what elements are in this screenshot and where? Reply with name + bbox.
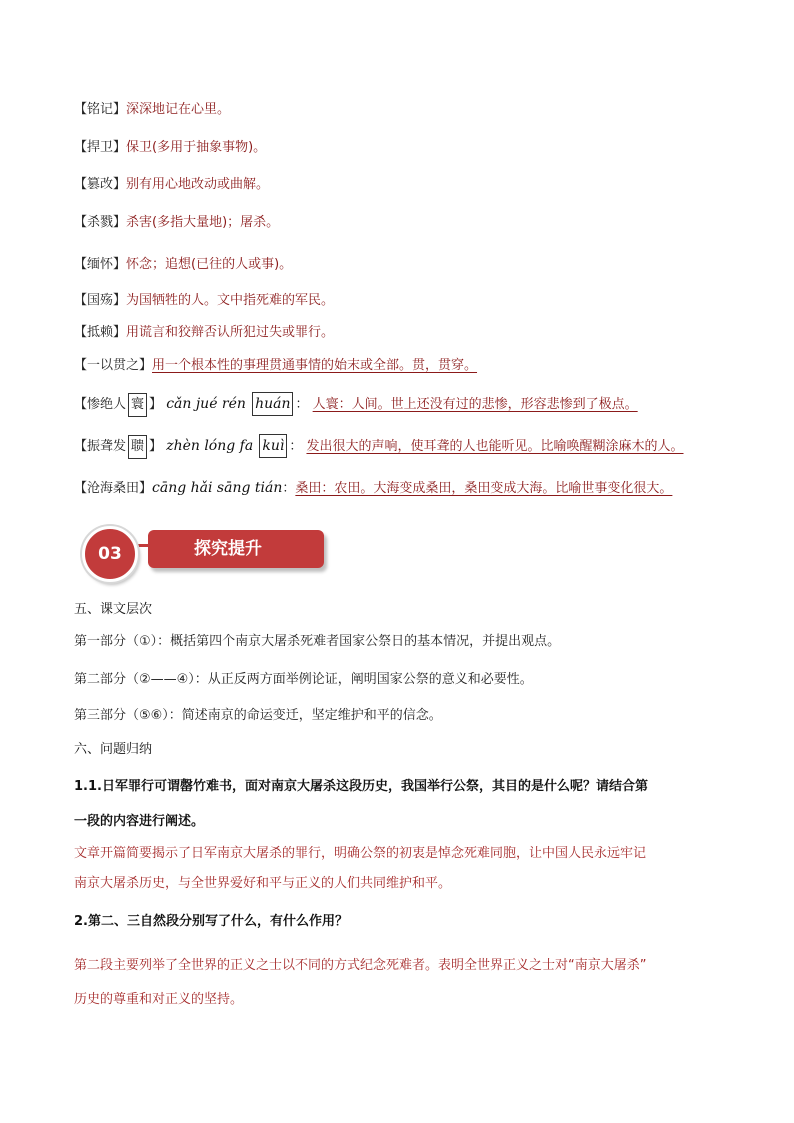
idiom-colon: ： (282, 481, 296, 496)
answer-text: 南京大屠杀历史，与全世界爱好和平与正义的人们共同维护和平。 (74, 876, 452, 891)
question-text: 一段的内容进行阐述。 (74, 814, 205, 829)
idiom-colon: ： (295, 397, 309, 412)
idiom-pinyin: cāng hǎi sāng tián (152, 480, 283, 496)
idiom-term: 【沧海桑田】 (74, 481, 153, 496)
section-heading: 六、问题归纳 (74, 742, 153, 757)
idiom-term-suffix: 】 (149, 439, 163, 454)
vocab-def: 别有用心地改动或曲解。 (126, 177, 270, 192)
vocab-item (74, 138, 266, 158)
boxed-character: 寰 (128, 393, 147, 417)
section-title: 探究提升 (148, 530, 324, 568)
boxed-pinyin: huán (252, 392, 293, 416)
vocab-term: 【一以贯之】 (74, 358, 153, 373)
vocab-item (74, 255, 292, 275)
vocab-term: 【缅怀】 (74, 257, 127, 272)
vocab-term: 【捍卫】 (74, 140, 127, 155)
idiom-pinyin: zhèn lóng fa (166, 438, 254, 454)
vocab-item (74, 213, 279, 233)
section-number-badge: 03 (82, 526, 138, 582)
structure-part: 第三部分（⑤⑥）：简述南京的命运变迁，坚定维护和平的信念。 (74, 708, 442, 723)
vocab-def: 保卫(多用于抽象事物)。 (126, 140, 267, 155)
boxed-character: 聩 (128, 435, 147, 459)
vocab-item (74, 175, 269, 195)
vocab-term: 【铭记】 (74, 102, 127, 117)
idiom-pinyin: cǎn jué rén (166, 396, 246, 412)
vocab-item (74, 323, 334, 343)
structure-part: 第二部分（②——④）：从正反两方面举例论证，阐明国家公祭的意义和必要性。 (74, 672, 533, 687)
section-banner (76, 522, 328, 576)
question-text: 1.1.日军罪行可谓罄竹难书，面对南京大屠杀这段历史，我国举行公祭，其目的是什么呢？请结合第 (74, 779, 648, 794)
vocab-def: 为国牺牲的人。文中指死难的军民。 (126, 293, 335, 308)
idiom-item (74, 434, 684, 459)
vocab-item (74, 291, 334, 311)
vocab-term: 【杀戮】 (74, 215, 127, 230)
vocab-def: 深深地记在心里。 (126, 102, 231, 117)
idiom-item (74, 392, 638, 417)
section-heading: 五、课文层次 (74, 602, 153, 617)
vocab-def: 用一个根本性的事理贯通事情的始末或全部。贯，贯穿。 (152, 358, 478, 373)
idiom-item (74, 478, 672, 499)
answer-text: 历史的尊重和对正义的坚持。 (74, 992, 244, 1007)
vocab-term: 【篡改】 (74, 177, 127, 192)
answer-text: 第二段主要列举了全世界的正义之士以不同的方式纪念死难者。表明全世界正义之士对“南京大屠杀” (74, 958, 647, 973)
idiom-def: 发出很大的声响，使耳聋的人也能听见。比喻唤醒糊涂麻木的人。 (306, 439, 684, 454)
idiom-term-prefix: 【振聋发 (74, 439, 127, 454)
answer-text: 文章开篇简要揭示了日军南京大屠杀的罪行，明确公祭的初衷是悼念死难同胞，让中国人民永远牢记 (74, 846, 647, 861)
idiom-colon: ： (289, 439, 303, 454)
idiom-term-suffix: 】 (149, 397, 163, 412)
vocab-def: 用谎言和狡辩否认所犯过失或罪行。 (126, 325, 335, 340)
vocab-def: 杀害(多指大量地)；屠杀。 (126, 215, 280, 230)
structure-part: 第一部分（①）：概括第四个南京大屠杀死难者国家公祭日的基本情况，并提出观点。 (74, 634, 561, 649)
question-text: 2.第二、三自然段分别写了什么，有什么作用？ (74, 914, 348, 929)
idiom-term-prefix: 【惨绝人 (74, 397, 127, 412)
vocab-term: 【国殇】 (74, 293, 127, 308)
vocab-item (74, 100, 230, 120)
boxed-pinyin: kuì (259, 434, 287, 458)
idiom-def: 人寰：人间。世上还没有过的悲惨，形容悲惨到了极点。 (312, 397, 638, 412)
idiom-def: 桑田：农田。大海变成桑田，桑田变成大海。比喻世事变化很大。 (295, 481, 673, 496)
vocab-item (74, 356, 477, 376)
vocab-def: 怀念；追想(已往的人或事)。 (126, 257, 293, 272)
vocab-term: 【抵赖】 (74, 325, 127, 340)
